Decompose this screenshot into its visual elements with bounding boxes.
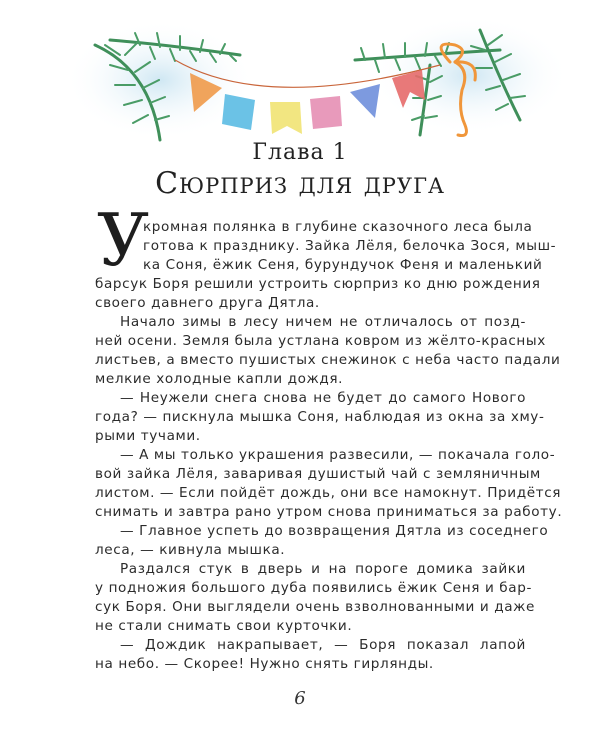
paragraph — [95, 313, 561, 389]
text-line: — Дождик накрапывает, — Боря показал лапой — [120, 637, 526, 653]
text-line: сук Боря. Они выглядели очень взволнованными и даже — [95, 599, 535, 615]
text-line: кромная полянка в глубине сказочного леса была — [143, 219, 533, 235]
garland-illustration — [0, 0, 600, 145]
paragraph — [95, 560, 535, 636]
paragraph — [95, 218, 557, 313]
text-line: года? — пискнула мышка Соня, наблюдая из окна за хму- — [95, 409, 545, 425]
text-line: Начало зимы в лесу ничем не отличалось от позд- — [120, 314, 526, 330]
text-line: Раздался стук в дверь и на пороге домика зайки — [120, 561, 526, 577]
text-line: готова к празднику. Зайка Лёля, белочка Зося, мыш- — [143, 238, 557, 254]
flag-pink — [310, 96, 342, 129]
text-line: ней осени. Земля была устлана ковром из жёлто-красных — [95, 333, 546, 349]
text-line: у подножия большого дуба появились ёжик Сеня и бар- — [95, 580, 532, 596]
text-line: мелкие холодные капли дождя. — [95, 371, 344, 387]
text-line: листом. — Если пойдёт дождь, они все намокнут. Придётся — [95, 485, 562, 501]
text-line: барсук Боря решили устроить сюрприз ко дню рождения — [95, 276, 541, 292]
text-line: снимать и завтра рано утром снова приниматься за работу. — [95, 504, 563, 520]
text-line: леса, — кивнула мышка. — [95, 542, 286, 558]
flag-blue — [222, 94, 255, 130]
drop-cap: У — [97, 198, 150, 282]
text-line: — Главное успеть до возвращения Дятла из соседнего — [120, 523, 549, 539]
text-line: — А мы только украшения развесили, — покачала голо- — [120, 447, 556, 463]
text-line: своего давнего друга Дятла. — [95, 295, 320, 311]
page-number: 6 — [294, 688, 306, 709]
story-text — [95, 218, 563, 674]
chapter-title: Сюрприз для друга — [155, 166, 445, 201]
flag-yellow — [270, 102, 302, 134]
text-line: не стали снимать свои курточки. — [95, 618, 353, 634]
flag-violet — [350, 84, 380, 118]
text-line: — Неужели снега снова не будет до самого Нового — [120, 390, 526, 406]
text-line: ка Соня, ёжик Сеня, бурундучок Феня и маленький — [143, 257, 543, 273]
paragraph — [95, 636, 526, 674]
text-line: на небо. — Скорее! Нужно снять гирлянды. — [95, 656, 434, 672]
paragraph — [95, 389, 545, 446]
text-line: листьев, а вместо пушистых снежинок с неба часто падали — [95, 352, 561, 368]
paragraph — [95, 446, 563, 522]
paragraph — [95, 522, 549, 560]
text-line: вой зайка Лёля, заваривая душистый чай с земляничным — [95, 466, 541, 482]
text-line: рыми тучами. — [95, 428, 201, 444]
chapter-number: Глава 1 — [252, 140, 348, 165]
